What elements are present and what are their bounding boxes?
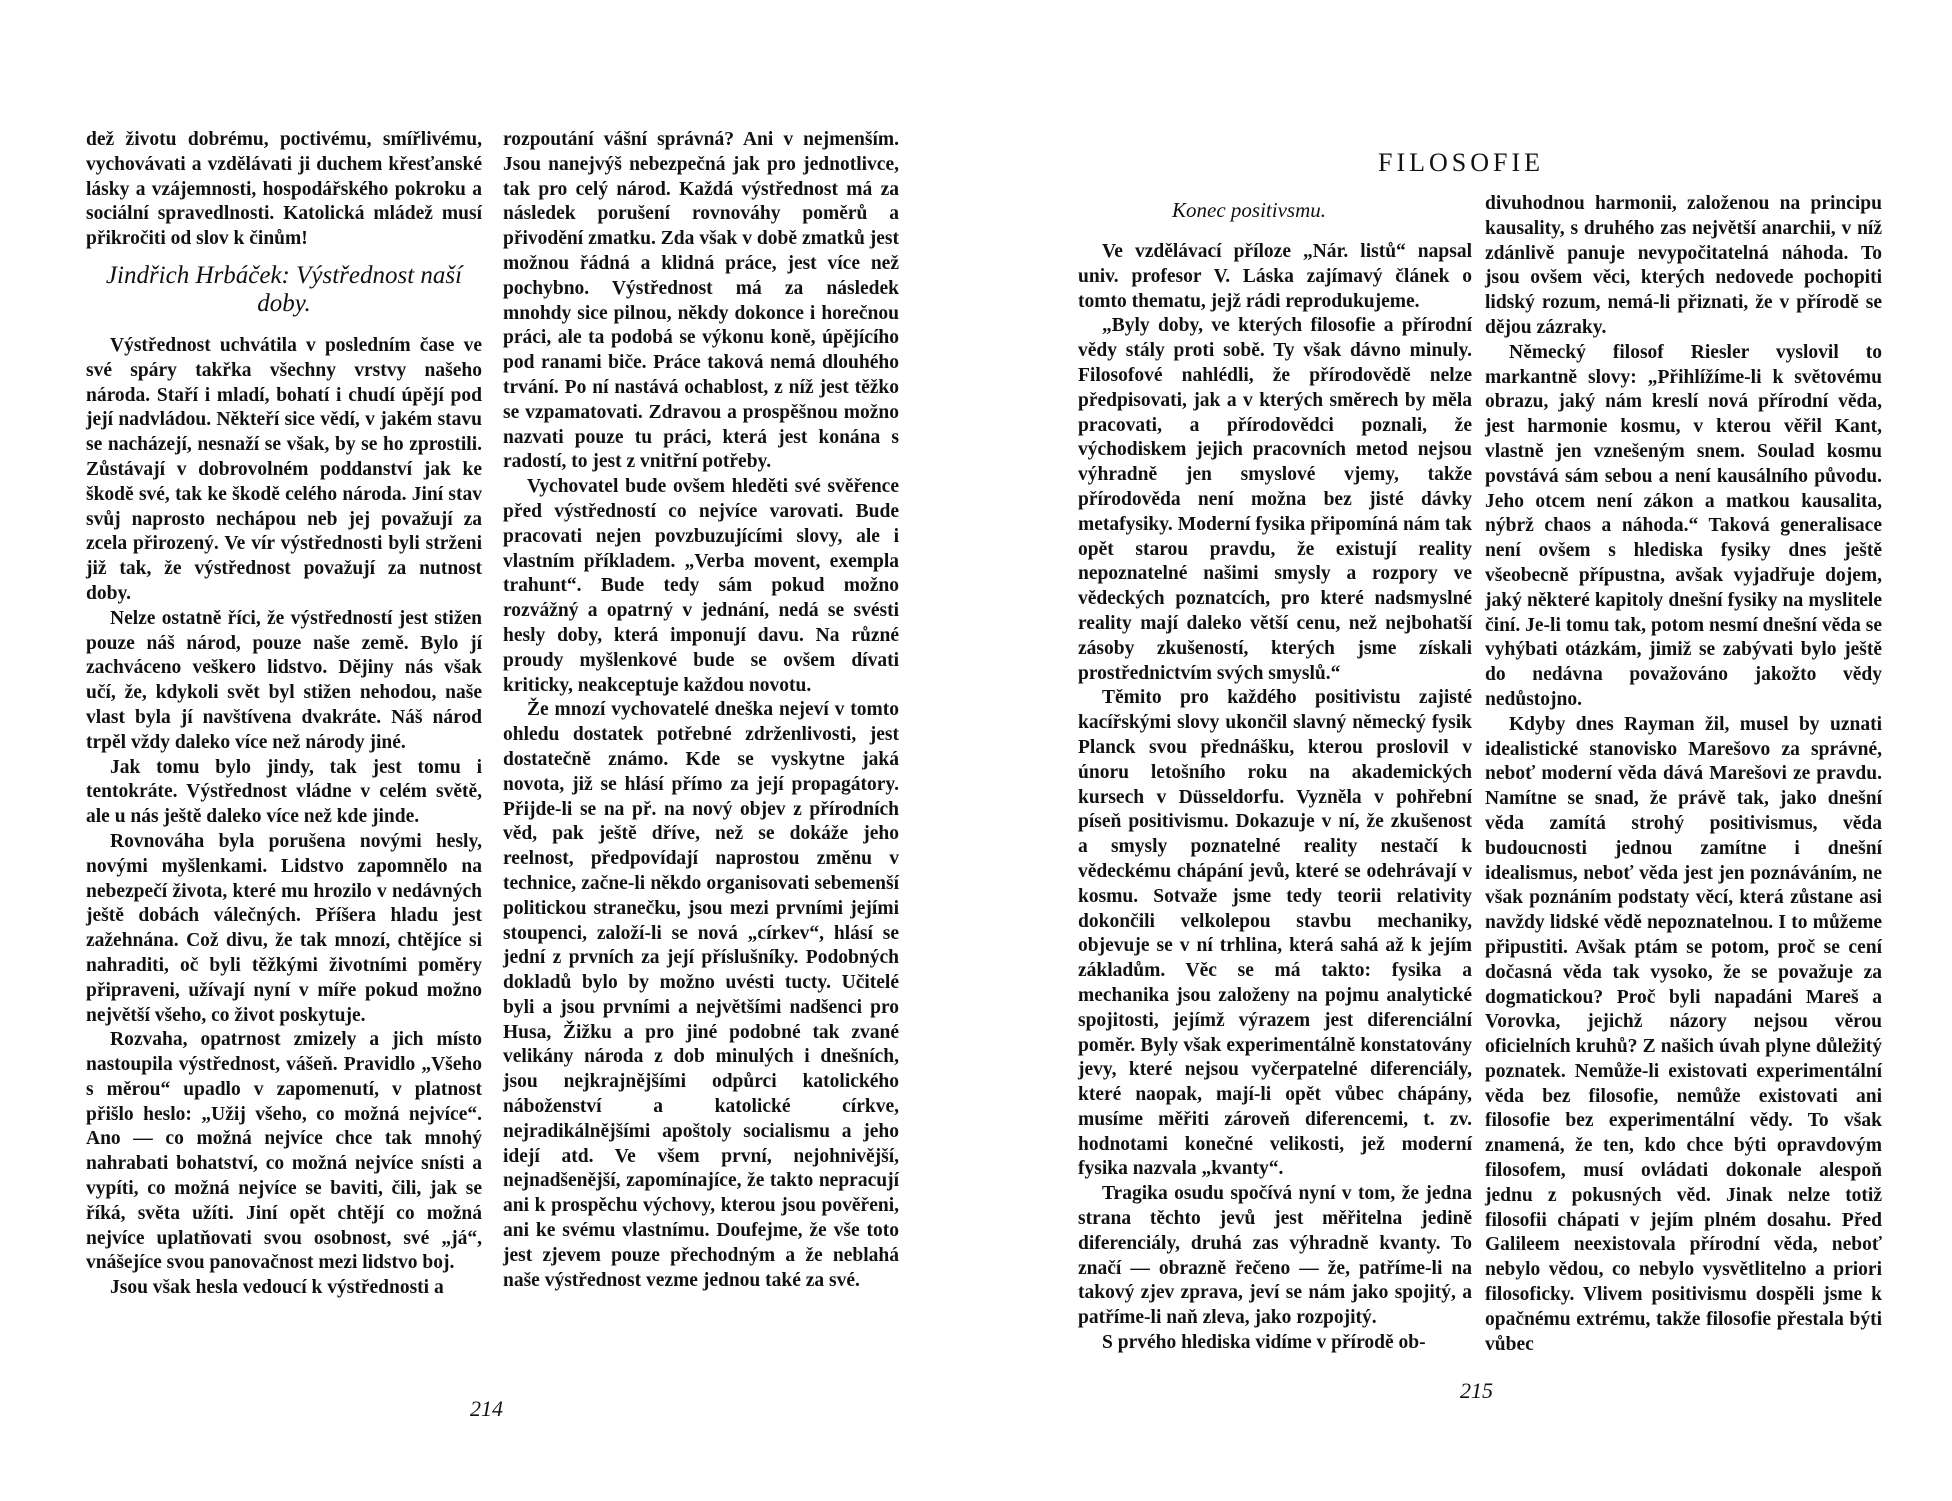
paragraph: Nelze ostatně říci, že výstředností jest stižen pouze náš národ, pouze naše země. Bylo jí zachváceno veškero lidstvo. Dějiny nás však učí, že, kdykoli svět byl stižen nehodou, naše vlast byla jí navštívena dvakráte. Náš národ trpěl vždy daleko více než národy jiné. <box>86 607 482 753</box>
right-column-2 <box>1485 192 1882 1357</box>
section-title: FILOSOFIE <box>1378 148 1545 177</box>
article-title: Konec positivsmu. <box>1172 198 1326 222</box>
paragraph: Vychovatel bude ovšem hleděti své svěřence před výstředností co nejvíce varovati. Bude pracovati nejen povzbuzujícími slovy, ale i vlastním příkladem. „Verba movent, exempla trahunt“. Bude tedy sám pokud možno rozvážný a opatrný v jednání, nedá se svésti hesly doby, která imponují davu. Na různé proudy myšlenkové bude se ovšem dívati kriticky, neakceptuje každou novotu. <box>503 476 899 696</box>
left-column-2 <box>503 128 899 1293</box>
paragraph: Těmito pro každého positivistu zajisté kacířskými slovy ukončil slavný německý fysik Planck svou přednášku, kterou proslovil v únoru letošního roku na akademických kursech v Düsseldorfu. Vyzněla v pohřební píseň positivismu. Dokazuje v ní, že zkušenost a smysly poznatelné reality nestačí k vědeckému chápání jevů, které se odehrávají v kosmu. Sotvaže jsme tedy teorii relativity dokončili velkolepou stavbu mechaniky, objevuje se v ní trhlina, která sahá až k jejím základům. Věc se má takto: fysika a mechanika jsou založeny na pojmu analytické spojitosti, jejímž výrazem jest diferenciální poměr. Byly však experimentálně konstatovány jevy, které nejsou vyčerpatelné diferenciály, které naopak, mají-li opět vůbec chápány, musíme měřiti zároveň diferencemi, t. zv. hodnotami konečné velikosti, jež moderní fysika nazvala „kvanty“. <box>1078 687 1472 1180</box>
paragraph: Jsou však hesla vedoucí k výstřednosti a <box>110 1277 444 1299</box>
paragraph: Výstřednost uchvátila v posledním čase ve své spáry takřka všechny vrstvy našeho národa. Staří i mladí, bohatí i chudí úpějí pod její nadvládou. Někteří sice vědí, v jakém stavu se nacházejí, nesnaží se však, by se ho zprostili. Zůstávají v dobrovolném poddanství jak ke škodě své, tak ke škodě celého národa. Jiní stav svůj naprosto nechápou neb jej považují za zcela přirozený. Ve vír výstřednosti byli strženi již tak, že výstřednost považují za nutnost doby. <box>86 334 482 604</box>
paragraph: „Byly doby, ve kterých filosofie a přírodní vědy stály proti sobě. Ty však dávno minuly. Filosofové nahlédli, že přírodovědě nelze předpisovati, jak a v kterých směrech by měla pracovati, a přírodovědci poznali, že východiskem jejich pracovních metod nejsou výhradně jen smyslové vjemy, takže přírodověda není možna bez jisté dávky metafysiky. Moderní fysika připomíná nám tak opět starou pravdu, že existují reality nepoznatelné našimi smysly a rozpory ve vědeckých poznatcích, pro které nadsmyslné reality mají daleko větší cenu, než nejbohatší zásoby zkušeností, kterých jsme získali prostřednictvím svých smyslů.“ <box>1078 315 1472 684</box>
paragraph: dež životu dobrému, poctivému, smířlivému, vychovávati a vzdělávati ji duchem křesťanské lásky a vzájemnosti, hospodářského pokroku a sociální spravedlnosti. Katolická mládež musí přikročiti od slov k činům! <box>86 129 482 250</box>
paragraph: Rovnováha byla porušena novými hesly, novými myšlenkami. Lidstvo zapomnělo na nebezpečí života, které mu hrozilo v nedávných ještě dobách válečných. Příšera hladu jest zažehnána. Což divu, že tak mnozí, chtějíce si nahraditi, oč byli těžkými životními poměry připraveni, užívají nyní v míře pokud možno největší všeho, co život poskytuje. <box>86 830 482 1026</box>
paragraph: Že mnozí vychovatelé dneška nejeví v tomto ohledu dostatek potřebné zdrženlivosti, jest dostatečně známo. Kde se vyskytne jaká novota, již se hlásí přímo za její propagátory. Přijde-li se na př. na nový objev z přírodních věd, pak ještě dříve, než se dokáže jeho reelnost, předpovídají naprostou změnu v technice, začne-li někdo organisovati sebemenší politickou stranečku, jsou mezi prvními jejími stoupenci, založí-li se nová „církev“, hlásí se jední z prvních za její příslušníky. Podobných dokladů bylo by možno uvésti tucty. Učitelé byli a jsou prvními a největšími nadšenci pro Husa, Žižku a pro jiné podobné tak zvané velikány národa z dob minulých i dnešních, jsou nejkrajnějšími odpůrci katolického náboženství a katolické církve, nejradikálnějšími apoštoly socialismu a jeho idejí atd. Ve všem první, nejohnivější, nejnadšenější, zapomínajíce, že takto nepracují ani k prospěchu výchovy, kterou jsou pověřeni, ani ke svému vlastnímu. Doufejme, že vše toto jest zjevem pouze přechodným a že neblahá naše výstřednost vezme jednou také za své. <box>503 699 899 1291</box>
page-number-right: 215 <box>1460 1378 1493 1403</box>
right-column-1 <box>1078 240 1472 1356</box>
page-number-left: 214 <box>470 1396 503 1421</box>
paragraph: Rozvaha, opatrnost zmizely a jich místo nastoupila výstřednost, vášeň. Pravidlo „Všeho s měrou“ upadlo v zapomenutí, v platnost přišlo heslo: „Užij všeho, co možná nejvíce“. Ano — co možná nejvíce chce tak mnohý nahrabati bohatství, co možná nejvíce snísti a vypíti, co možná nejvíce se baviti, čili, jak se říká, světa užíti. Jiní opět chtějí co možná nejvíce uplatňovati svou osobnost, své „já“, vnášejíce svou panovačnost mezi lidstvo boj. <box>86 1029 482 1274</box>
paragraph: Německý filosof Riesler vyslovil to markantně slovy: „Přihlížíme-li k světovému obrazu, jaký nám kreslí nová přírodní věda, jest harmonie kosmu, v kterou věřil Kant, vlastně jen vznešeným snem. Soulad kosmu povstává sám sebou a není kausálního původu. Jeho otcem není zákon a matkou kausalita, nýbrž chaos a náhoda.“ Taková generalisace není ovšem s hlediska fysiky dnes ještě všeobecně přípustna, avšak vyjadřuje dojem, jaký některé kapitoly dnešní fysiky na myslitele činí. Je-li tomu tak, potom nesmí dnešní věda se vyhýbati otázkám, jimiž se zabývati bylo ještě do nedávna považováno jakožto vědy nedůstojno. <box>1485 341 1882 710</box>
article-heading: Jindřich Hrbáček: Výstřednost naší doby. <box>105 261 463 317</box>
left-column-1 <box>86 128 482 1301</box>
paragraph: divuhodnou harmonii, založenou na principu kausality, s druhého zas největší anarchii, v níž zdánlivě panuje nevypočitatelná náhoda. To jsou ovšem věci, kterých nedovede pochopiti lidský rozum, nemá-li přiznati, že v přírodě se dějou zázraky. <box>1485 193 1882 338</box>
paragraph: Tragika osudu spočívá nyní v tom, že jedna strana těchto jevů jest měřitelna jedině diferenciály, druhá zas výhradně kvanty. To značí — obrazně řečeno — že, patříme-li na takový zjev zprava, jeví se nám jako spojitý, a patříme-li naň zleva, jako rozpojitý. <box>1078 1183 1472 1329</box>
paragraph: Kdyby dnes Rayman žil, musel by uznati idealistické stanovisko Marešovo za správné, neboť moderní věda dává Marešovi ze pravdu. Namítne se snad, že právě tak, jako dnešní věda zamítá strohý positivismus, věda budoucnosti jednou zamítne i dnešní idealismus, neboť věda jest jen poznáváním, ne však poznáním podstaty věcí, která zůstane asi navždy lidské vědě nepoznatelnou. I to můžeme připustiti. Avšak ptám se potom, proč se cení dočasná věda tak vysoko, že se považuje za dogmatickou? Proč byli napadáni Mareš a Vorovka, jejichž názory nejsou věrou oficielních kruhů? Z našich úvah plyne důležitý poznatek. Nemůže-li existovati experimentální věda bez filosofie, nemůže existovati ani filosofie bez experimentální vědy. To však znamená, že ten, kdo chce býti opravdovým filosofem, musí ovládati dokonale alespoň jednu z pokusných věd. Jinak nelze totiž filosofii chápati v jejím plném dosahu. Před Galileem neexistovala přírodní věda, neboť nebylo vědou, co nebylo vysvětlitelno a priori filosoficky. Vlivem positivismu dospěli jsme k opačnému extrému, takže filosofie přestala býti vůbec <box>1485 713 1882 1355</box>
paragraph: Ve vzdělávací příloze „Nár. listů“ napsal univ. profesor V. Láska zajímavý článek o tomto thematu, jejž rádi reprodukujeme. <box>1078 241 1472 312</box>
paragraph: Jak tomu bylo jindy, tak jest tomu i tentokráte. Výstřednost vládne v celém světě, ale u nás ještě daleko více než kde jinde. <box>86 756 482 828</box>
paragraph: rozpoutání vášní správná? Ani v nejmenším. Jsou nanejvýš nebezpečná jak pro jednotlivce, tak pro celý národ. Každá výstřednost má za následek porušení rovnováhy poměrů a přivodění zmatku. Zda však v době zmatků jest možnou řádná a klidná práce, jest více než pochybno. Výstřednost má za následek mnohdy sice pilnou, někdy dokonce i horečnou práci, ale ta podobá se výkonu koně, úpějícího pod ranami biče. Práce taková nemá dlouhého trvání. Po ní nastává ochablost, z níž jest těžko se vzpamatovati. Zdravou a prospěšnou možno nazvati pouze tu práci, která jest konána s radostí, to jest z vnitřní potřeby. <box>503 129 899 473</box>
paragraph: S prvého hlediska vidíme v přírodě ob- <box>1102 1332 1426 1354</box>
